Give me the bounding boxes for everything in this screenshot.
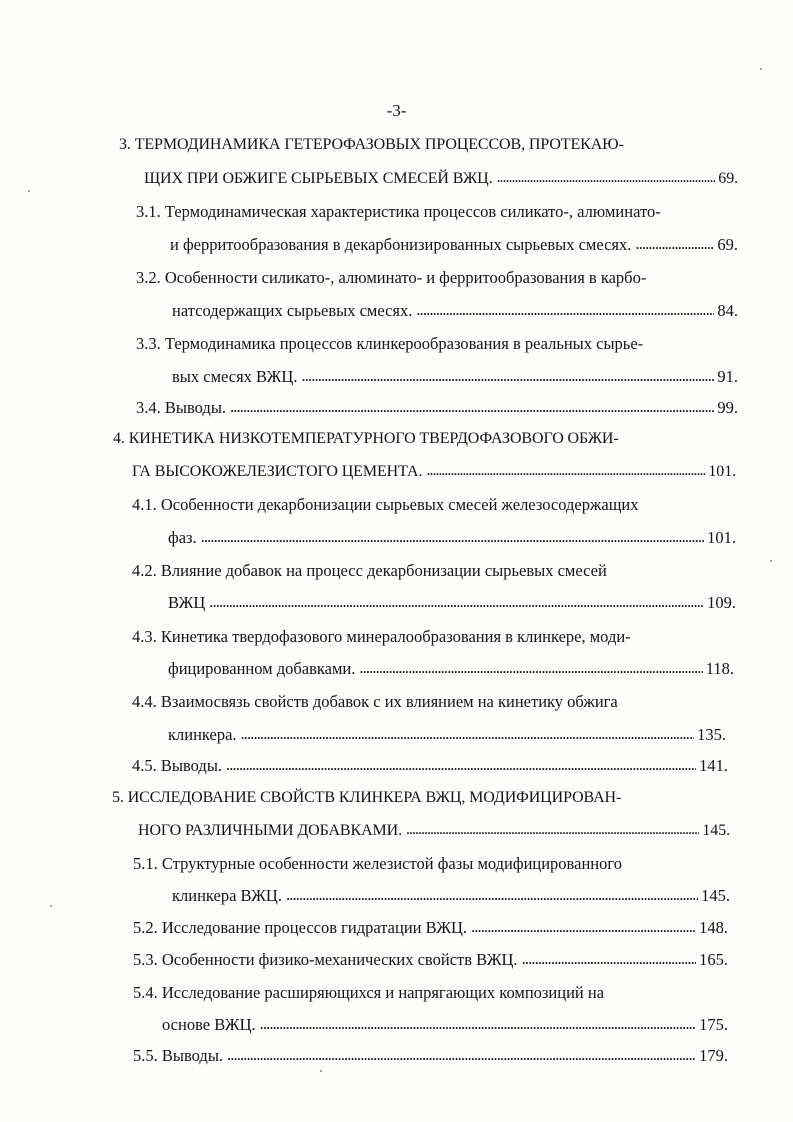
toc-entry-4-3-cont: [168, 658, 734, 680]
toc-entry-4-1-cont: [168, 527, 736, 549]
toc-entry-text: основе ВЖЦ.: [162, 1015, 256, 1034]
toc-entry-text: 5. ИССЛЕДОВАНИЕ СВОЙСТВ КЛИНКЕРА ВЖЦ, МОДИФИЦИРОВАН-: [112, 789, 622, 806]
toc-entry-text: ЩИХ ПРИ ОБЖИГЕ СЫРЬЕВЫХ СМЕСЕЙ ВЖЦ.: [144, 170, 493, 187]
toc-page-number: 69.: [717, 235, 738, 254]
toc-page-number: 145.: [702, 822, 730, 839]
toc-entry-text: ГА ВЫСОКОЖЕЛЕЗИСТОГО ЦЕМЕНТА.: [132, 463, 423, 480]
toc-entry-5-5: [133, 1045, 728, 1067]
toc-entry-text: 5.2. Исследование процессов гидратации ВЖЦ.: [133, 918, 468, 937]
toc-page-number: 69.: [718, 170, 738, 187]
toc-entry-text: 3.3. Термодинамика процессов клинкерообразования в реальных сырье-: [136, 334, 644, 353]
toc-entry-5-1: [133, 853, 622, 875]
toc-entry-text: 4.2. Влияние добавок на процесс декарбонизации сырьевых смесей: [132, 561, 607, 580]
toc-page-number: 135.: [697, 725, 726, 744]
toc-entry-4-5: [132, 755, 728, 777]
toc-page-number: 84.: [717, 301, 738, 320]
toc-entry-text: натсодержащих сырьевых смесях.: [172, 301, 413, 320]
toc-page-number: 148.: [699, 918, 728, 937]
toc-entry-text: 3.2. Особенности силикато-, алюминато- и ферритообразования в карбо-: [136, 268, 647, 287]
toc-entry-3-1: [136, 201, 661, 223]
toc-entry-4-heading: [113, 428, 619, 450]
toc-entry-4-4: [132, 691, 618, 713]
toc-entry-text: 4.3. Кинетика твердофазового минералообразования в клинкере, моди-: [132, 627, 631, 646]
toc-entry-text: 4.1. Особенности декарбонизации сырьевых смесей железосодержащих: [132, 495, 639, 514]
toc-entry-4-4-cont: [168, 724, 726, 746]
toc-entry-text: и ферритообразования в декарбонизированных сырьевых смесях.: [170, 235, 632, 254]
toc-entry-3-heading-cont: [144, 168, 738, 190]
dot-leader: [522, 948, 697, 970]
toc-entry-text: 3.4. Выводы.: [136, 398, 227, 417]
toc-entry-5-4: [133, 982, 604, 1004]
toc-entry-text: фаз.: [168, 528, 197, 547]
toc-entry-text: 5.5. Выводы.: [133, 1046, 224, 1065]
dot-leader: [209, 591, 704, 613]
toc-entry-text: вых смесях ВЖЦ.: [172, 367, 298, 386]
toc-page-number: 175.: [699, 1015, 728, 1034]
dot-leader: [471, 916, 696, 938]
toc-entry-text: фицированном добавками.: [168, 659, 356, 678]
toc-entry-text: 5.3. Особенности физико-механических свойств ВЖЦ.: [133, 950, 518, 969]
toc-entry-text: 5.1. Структурные особенности железистой фазы модифицированного: [133, 854, 622, 873]
toc-entry-text: клинкера.: [168, 725, 237, 744]
toc-entry-3-heading: [119, 134, 624, 156]
toc-page-number: 145.: [701, 886, 730, 905]
toc-entry-5-3: [133, 949, 728, 971]
toc-entry-5-4-cont: [162, 1014, 728, 1036]
toc-entry-4-2-cont: [168, 592, 736, 614]
toc-entry-3-2: [136, 267, 646, 289]
dot-leader: [416, 299, 714, 321]
toc-entry-4-2: [132, 560, 607, 582]
toc-entry-5-heading: [112, 787, 621, 809]
toc-page-number: 99.: [717, 398, 738, 417]
dot-leader: [227, 1044, 696, 1066]
dot-leader: [230, 396, 714, 418]
toc-entry-3-4: [136, 397, 738, 419]
toc-entry-text: 5.4. Исследование расширяющихся и напрягающих композиций на: [133, 983, 605, 1002]
scan-speck: [28, 190, 30, 192]
toc-page-number: 179.: [699, 1046, 728, 1065]
dot-leader: [301, 365, 714, 387]
scan-speck: [320, 1070, 322, 1072]
dot-leader: [260, 1013, 696, 1035]
dot-leader: [359, 657, 702, 679]
dot-leader: [635, 233, 714, 255]
toc-entry-3-3-cont: [172, 366, 738, 388]
dot-leader: [201, 526, 704, 548]
toc-entry-4-3: [132, 626, 631, 648]
toc-page-number: 165.: [699, 950, 728, 969]
toc-entry-5-1-cont: [172, 885, 730, 907]
toc-entry-text: ВЖЦ: [168, 593, 206, 612]
toc-entry-text: 3.1. Термодинамическая характеристика процессов силикато-, алюминато-: [136, 202, 661, 221]
toc-entry-4-1: [132, 494, 638, 516]
toc-page-number: 109.: [707, 593, 736, 612]
toc-page-number: 118.: [705, 659, 734, 678]
toc-entry-text: 3. ТЕРМОДИНАМИКА ГЕТЕРОФАЗОВЫХ ПРОЦЕССОВ, ПРОТЕКАЮ-: [119, 136, 624, 153]
dot-leader: [241, 723, 695, 745]
toc-entry-text: 4. КИНЕТИКА НИЗКОТЕМПЕРАТУРНОГО ТВЕРДОФАЗОВОГО ОБЖИ-: [113, 430, 619, 447]
toc-entry-3-2-cont: [172, 300, 738, 322]
toc-entry-text: НОГО РАЗЛИЧНЫМИ ДОБАВКАМИ.: [138, 822, 403, 839]
toc-page-number: 91.: [717, 367, 738, 386]
scan-speck: [760, 68, 762, 70]
toc-entry-3-3: [136, 333, 643, 355]
toc-entry-text: 4.4. Взаимосвязь свойств добавок с их влиянием на кинетику обжига: [132, 692, 618, 711]
toc-page-number: 101.: [708, 463, 736, 480]
toc-page-number: 141.: [699, 756, 728, 775]
toc-entry-5-2: [133, 917, 728, 939]
dot-leader: [497, 167, 716, 189]
dot-leader: [406, 819, 699, 841]
toc-entry-text: клинкера ВЖЦ.: [172, 886, 282, 905]
toc-entry-4-heading-cont: [132, 461, 736, 483]
dot-leader: [226, 754, 696, 776]
dot-leader: [286, 884, 698, 906]
dot-leader: [426, 460, 705, 482]
toc-page-number: 101.: [707, 528, 736, 547]
page-number: -3-: [386, 101, 407, 120]
toc-entry-text: 4.5. Выводы.: [132, 756, 223, 775]
toc-entry-3-1-cont: [170, 234, 738, 256]
scan-speck: [50, 905, 52, 907]
toc-entry-5-heading-cont: [138, 820, 730, 842]
scan-speck: [770, 560, 772, 562]
